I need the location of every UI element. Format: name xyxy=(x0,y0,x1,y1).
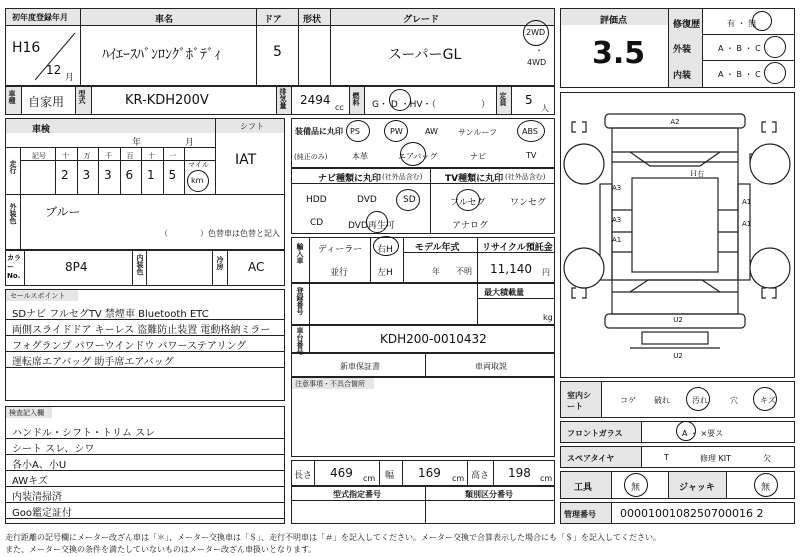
windshield-a-circle xyxy=(676,421,696,441)
type-label: 車種 xyxy=(8,90,16,104)
sales-point-line: 運転席エアバッグ 助手席エアバッグ xyxy=(12,357,174,368)
type-value: 自家用 xyxy=(28,95,65,109)
sheet-tear: 破れ xyxy=(654,396,670,405)
fullseg-circle xyxy=(456,189,480,211)
sales-points-label: セールスポイント xyxy=(10,292,66,300)
sales-point-line: フォグランプ パワーウインドウ パワーステアリング xyxy=(12,341,247,352)
km-label: km xyxy=(191,176,204,185)
sales-point-line: 両側スライドドア キーレス 盗難防止装置 電動格納ミラー xyxy=(12,325,271,336)
equipment-item: ABS xyxy=(522,127,538,136)
inspector-line: AWキズ xyxy=(12,476,48,487)
exterior-color-label: 外装色 xyxy=(9,203,17,224)
damage-label-u2-rear: U2 xyxy=(673,316,683,324)
footer-line-1: 走行距離の記号欄にメーター改ざん車は「＊」、メーター交換車は「＄」、走行不明車は「＃」を記入してください。メーター交換で合算表示した場合にも「＄」を記入してください。 xyxy=(5,533,661,542)
sheet-dirt: 汚れ xyxy=(692,396,708,405)
model-label: 型式 xyxy=(78,90,86,104)
model-year-unit: 年 xyxy=(432,267,440,276)
interior-rating-value: A ・ B ・ C xyxy=(718,70,761,79)
sales-point-line: SDナビ フルセグTV 禁煙車 Bluetooth ETC xyxy=(12,309,209,320)
grade-label: グレード xyxy=(403,15,440,25)
scratch-circle xyxy=(753,387,777,411)
mileage-digit: 5 xyxy=(168,168,177,182)
import-left: 左H xyxy=(377,268,393,278)
color-no-value: 8P4 xyxy=(65,260,88,274)
recycle-label: リサイクル預託金 xyxy=(482,243,553,253)
mile-label: マイル xyxy=(188,161,209,169)
sheet-koge: コゲ xyxy=(620,396,636,405)
interior-rating-label: 内装 xyxy=(673,71,692,81)
reg-month: 12 xyxy=(46,63,62,77)
dirt-circle xyxy=(686,387,710,411)
sheet-hole: 穴 xyxy=(730,396,738,405)
score-value: 3.5 xyxy=(592,36,646,71)
import-label: 輸入車 xyxy=(296,243,304,264)
reg-month-unit: 月 xyxy=(65,73,75,83)
navi-hdd: HDD xyxy=(306,195,327,205)
mileage-label: 走行 xyxy=(9,160,17,174)
tv-analog: アナログ xyxy=(452,221,489,231)
repair-none-circle xyxy=(752,11,772,31)
inspection-month: 月 xyxy=(185,138,195,148)
displacement-value: 2494 xyxy=(300,93,331,107)
width-unit: cm xyxy=(452,474,465,483)
tv-oneseg: ワンセグ xyxy=(510,198,547,208)
drive-4wd: 4WD xyxy=(527,58,547,67)
width-value: 169 xyxy=(418,466,441,480)
tv-label: TV種類に丸印 xyxy=(445,174,504,184)
mileage-unit: 百 xyxy=(126,152,134,160)
model-year-unknown: 不明 xyxy=(456,267,472,276)
spare-t: T xyxy=(664,453,669,462)
registration-label: 登録番号 xyxy=(296,287,304,315)
model-class-row xyxy=(291,486,555,524)
damage-label-u2-under: U2 xyxy=(673,352,683,360)
inspector-line: 内装清掃済 xyxy=(12,492,62,503)
inspector-label: 検査記入欄 xyxy=(9,409,44,417)
mileage-unit: 一 xyxy=(169,152,177,160)
sheet-scratch: キズ xyxy=(760,396,776,405)
recycle-unit: 円 xyxy=(542,268,550,277)
tools-value: 無 xyxy=(631,483,641,493)
mileage-unit: 千 xyxy=(105,152,112,160)
class-no-label: 類別区分番号 xyxy=(465,490,513,499)
doors-value: 5 xyxy=(273,44,282,60)
damage-label-h-right: Ｈ右 xyxy=(690,170,704,178)
cooler-label: 冷房 xyxy=(216,256,224,270)
car-name: ﾊｲｴｰｽﾊﾞﾝﾛﾝｸﾞﾎﾞﾃﾞｨ xyxy=(102,47,221,63)
notes-block xyxy=(291,377,555,457)
repair-label: 修復歴 xyxy=(673,20,701,30)
mileage-digit: 3 xyxy=(82,168,91,182)
damage-label-a1-right-1: A1 xyxy=(742,198,752,206)
navi-label: ナビ種類に丸印 xyxy=(318,174,382,184)
first-reg-label: 初年度登録年月 xyxy=(12,13,68,22)
sd-circle xyxy=(396,189,420,211)
navi-sub: (社外品含む) xyxy=(382,173,423,181)
model-no-label: 型式指定番号 xyxy=(333,490,381,499)
displacement-unit: cc xyxy=(335,103,344,112)
navi-sd: SD xyxy=(403,195,416,205)
chassis-value: KDH200-0010432 xyxy=(380,332,487,346)
docs-row xyxy=(291,353,555,377)
shift-value: IAT xyxy=(235,152,257,168)
navi-dvd: DVD xyxy=(357,195,377,205)
damage-label-a2-front: A2 xyxy=(670,118,680,126)
model-value: KR-KDH200V xyxy=(125,93,209,108)
displacement-label: 排気量 xyxy=(279,88,287,109)
wheel-rear-left xyxy=(564,248,604,288)
mgmt-label: 管理番号 xyxy=(564,510,596,519)
equipment-item: 本革 xyxy=(352,152,368,161)
interior-c-circle xyxy=(764,62,786,84)
max-load-unit: kg xyxy=(543,313,553,322)
color-row xyxy=(5,250,285,286)
warranty-label: 新車保証書 xyxy=(340,362,380,371)
recycle-value: 11,140 xyxy=(490,262,532,276)
equipment-item: サンルーフ xyxy=(458,128,497,137)
score-label: 評価点 xyxy=(600,16,628,26)
mileage-unit: 十 xyxy=(62,152,69,160)
length-unit: cm xyxy=(363,474,376,483)
exterior-color-value: ブルー xyxy=(45,205,81,219)
navi-cd: CD xyxy=(310,218,324,228)
shape-label: 形状 xyxy=(303,15,322,25)
spare-kit: 修理 KIT xyxy=(700,454,732,463)
exterior-c-circle xyxy=(764,36,786,58)
import-dealer: ディーラー xyxy=(318,245,363,255)
damage-label-a1-right-2: A1 xyxy=(742,220,752,228)
equipment-sub: (純正のみ) xyxy=(294,153,328,161)
max-load-label: 最大積載量 xyxy=(484,288,524,297)
equipment-item: AW xyxy=(425,127,438,136)
spare-missing: 欠 xyxy=(763,454,771,463)
dvd-play-circle xyxy=(366,211,388,233)
mileage-digit: 1 xyxy=(147,168,155,182)
inspector-line: シート スレ、シワ xyxy=(12,444,95,455)
equipment-item: PW xyxy=(390,127,403,136)
fuel-diesel-circle xyxy=(389,89,411,111)
jack-label: ジャッキ xyxy=(679,483,715,493)
equipment-label: 装備品に丸印 xyxy=(295,127,343,136)
capacity-unit: 人 xyxy=(541,104,549,113)
exterior-rating-value: A ・ B ・ C xyxy=(718,44,761,53)
wheel-front-right xyxy=(750,144,790,184)
drive-2wd: 2WD xyxy=(526,28,546,37)
length-label: 長さ xyxy=(294,471,313,481)
chassis-label: 車台番号 xyxy=(296,327,304,355)
color-no-label: カラーNo. xyxy=(7,254,21,280)
equipment-item: エアバッグ xyxy=(398,152,438,161)
notes-label: 注意事項・不具合箇所 xyxy=(295,380,365,388)
tools-none-circle xyxy=(624,473,648,497)
navi-dvd-play: DVD再生可 xyxy=(348,221,395,231)
fuel-value: G・ D ・HV・（ ） xyxy=(372,100,491,110)
repair-value: 有 ・ 無 xyxy=(727,19,757,28)
tv-fullseg: フルセグ xyxy=(450,198,486,208)
mileage-digit: 3 xyxy=(104,168,112,182)
inspector-line: ハンドル・シフト・トリム スレ xyxy=(12,428,156,439)
jack-none-circle xyxy=(754,473,778,497)
door-label: ドア xyxy=(264,15,282,25)
inspection-label: 車検 xyxy=(32,125,51,135)
mileage-digit: 6 xyxy=(125,168,134,182)
inspector-line: Goo鑑定証付 xyxy=(12,508,72,519)
equipment-item: ナビ xyxy=(470,152,486,161)
damage-label-a3-left-1: A3 xyxy=(612,184,622,192)
color-change-note: （ ）色替車は色替と記入 xyxy=(160,229,280,238)
windshield-value: A ・ ×要ス xyxy=(682,429,724,438)
length-value: 469 xyxy=(330,466,353,480)
tv-sub: (社外品含む) xyxy=(505,173,546,181)
vehicle-diagram xyxy=(560,92,795,378)
wheel-rear-right xyxy=(750,248,790,288)
spare-label: スペアタイヤ xyxy=(567,454,615,463)
sheet-label: 室内シート xyxy=(567,391,591,411)
inspector-line: 各小A、小U xyxy=(12,460,67,471)
inspection-year: 年 xyxy=(132,138,142,148)
tools-label: 工具 xyxy=(574,483,593,493)
mgmt-value: 0000100108250700016 2 xyxy=(620,507,764,520)
cooler-value: AC xyxy=(248,260,265,274)
drive-dot: ・ xyxy=(535,46,543,55)
mileage-digit: 2 xyxy=(61,168,69,182)
equipment-item: PS xyxy=(350,127,360,136)
car-name-label: 車名 xyxy=(155,15,174,25)
wheel-front-left xyxy=(564,144,604,184)
damage-label-a1-left: A1 xyxy=(612,236,622,244)
grade-value: スーパーGL xyxy=(388,47,462,63)
right-hand-circle xyxy=(373,236,399,256)
import-right: 右H xyxy=(377,245,393,255)
windshield-label: フロントガラス xyxy=(567,429,623,438)
model-year-label: モデル年式 xyxy=(415,243,460,253)
interior-color-label: 内装色 xyxy=(136,254,144,275)
width-label: 幅 xyxy=(385,471,395,481)
fuel-label: 燃料 xyxy=(352,92,360,106)
height-label: 高さ xyxy=(471,471,490,481)
equipment-item: TV xyxy=(526,151,537,160)
height-value: 198 xyxy=(508,466,531,480)
jack-value: 無 xyxy=(761,483,771,493)
shift-label: シフト xyxy=(240,122,264,131)
mileage-unit: 十 xyxy=(148,152,155,160)
reg-era: H16 xyxy=(12,40,41,56)
manual-label: 車両取説 xyxy=(475,362,507,371)
sign-label: 記号 xyxy=(32,152,46,160)
damage-label-a3-left-2: A3 xyxy=(612,216,622,224)
capacity-label: 定員 xyxy=(499,92,507,106)
mileage-unit: 万 xyxy=(83,152,91,160)
import-parallel: 並行 xyxy=(330,268,349,278)
capacity-value: 5 xyxy=(525,93,533,107)
height-unit: cm xyxy=(540,474,553,483)
exterior-rating-label: 外装 xyxy=(673,45,692,55)
footer-line-2: また、メーター交換の条件を満たしていないものはメーター改ざん車扱いとなります。 xyxy=(5,545,317,554)
